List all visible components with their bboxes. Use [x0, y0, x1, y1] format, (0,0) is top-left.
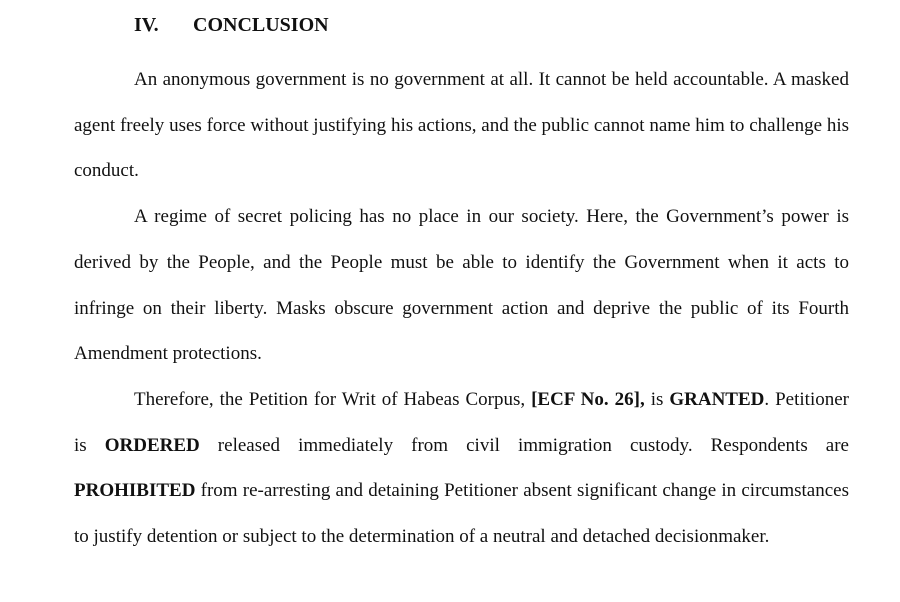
paragraph-anonymous-government: An anonymous government is no government at all. It cannot be held accountable. A masked agent freely uses force without justifying his actions, and the public cannot name him to challenge his conduct. — [74, 69, 849, 182]
section-title: CONCLUSION — [193, 14, 329, 36]
section-heading — [134, 10, 329, 40]
paragraph-order — [74, 377, 849, 560]
ordered-text: ORDERED — [104, 434, 200, 456]
document-body — [74, 57, 849, 560]
prohibited-text: PROHIBITED — [74, 480, 196, 502]
order-intro: Therefore, the Petition for Writ of Habeas Corpus, — [134, 388, 532, 410]
order-is: is — [644, 388, 670, 410]
ecf-citation: [ECF No. 26], — [531, 388, 645, 410]
paragraph-secret-policing: A regime of secret policing has no place in our society. Here, the Government’s power is derived by the People, and the People must be able to identify the Government when it acts to infringe on their liberty. Masks obscure government action and deprive the public of its Fourth Amendment protections. — [74, 206, 849, 365]
order-mid-1: . Petitioner is — [74, 388, 849, 456]
order-end: from re-arresting and detaining Petitioner absent significant change in circumstances to justify detention or subject to the determination of a neutral and detached decisionmaker. — [74, 480, 849, 548]
granted-text: GRANTED — [669, 388, 765, 410]
section-number: IV. — [134, 14, 159, 36]
order-mid-2: released immediately from civil immigration custody. Respondents are — [199, 434, 849, 456]
